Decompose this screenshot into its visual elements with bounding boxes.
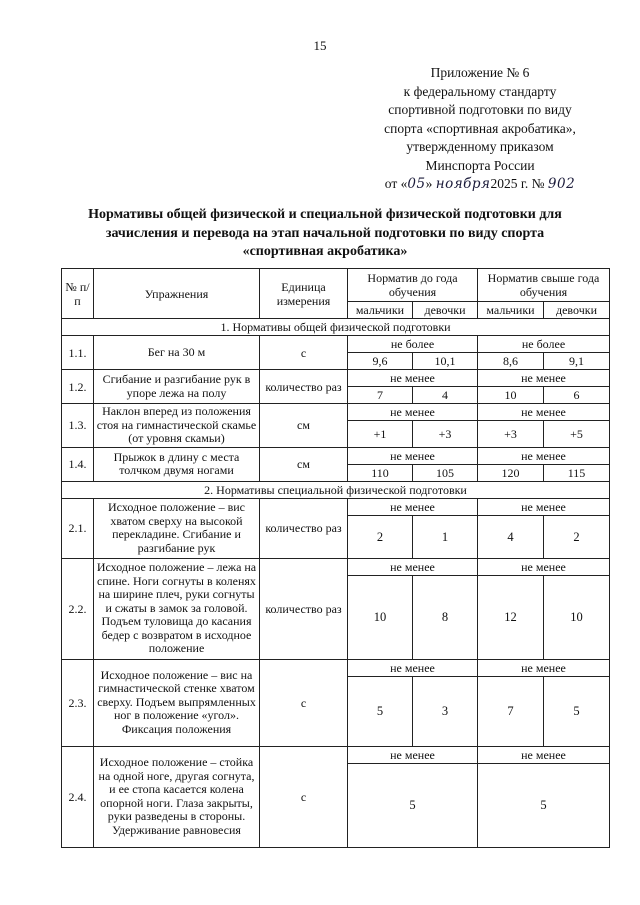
value-cell: 3	[413, 676, 478, 746]
exercise-cell: Сгибание и разгибание рук в упоре лежа на полу	[94, 370, 260, 404]
exercise-cell: Исходное положение – вис хватом сверху на высокой перекладине. Сгибание и разгибание рук	[94, 498, 260, 558]
unit-cell: см	[260, 404, 348, 448]
date-month: ноября	[435, 176, 491, 192]
norms-table	[61, 268, 610, 848]
qualifier-cell: не менее	[478, 558, 610, 575]
value-cell: +5	[544, 421, 610, 447]
value-cell: +1	[348, 421, 413, 447]
qualifier-cell: не менее	[348, 370, 478, 387]
value-cell: 1	[413, 515, 478, 558]
value-cell: 9,6	[348, 353, 413, 370]
value-cell: 4	[413, 387, 478, 404]
value-cell: +3	[478, 421, 544, 447]
title-line-3: «спортивная акробатика»	[242, 244, 408, 259]
unit-cell: см	[260, 447, 348, 481]
qualifier-cell: не менее	[348, 447, 478, 464]
header-boys: мальчики	[348, 302, 413, 319]
header-num: № п/п	[62, 269, 94, 319]
value-cell: 8	[413, 575, 478, 659]
value-cell: 5	[544, 676, 610, 746]
date-day: 05	[407, 176, 426, 192]
value-cell: 120	[478, 464, 544, 481]
value-cell: 10	[544, 575, 610, 659]
order-number: 902	[547, 176, 576, 192]
value-cell: 5	[478, 763, 610, 847]
value-cell: 10	[478, 387, 544, 404]
header-unit: Единица измерения	[260, 269, 348, 319]
value-cell: 9,1	[544, 353, 610, 370]
value-cell: 5	[348, 763, 478, 847]
qualifier-cell: не менее	[348, 558, 478, 575]
title-line-1: Нормативы общей физической и специальной физической подготовки для	[88, 207, 562, 222]
value-cell: +3	[413, 421, 478, 447]
appendix-line-6: Минспорта России	[425, 157, 535, 173]
unit-cell: количество раз	[260, 558, 348, 659]
exercise-cell: Исходное положение – стойка на одной ноге, другая согнута, и ее стопа касается колена опорной ноги. Глаза закрыты, руки разведены в стороны. Удерживание равновесия	[94, 746, 260, 847]
value-cell: 2	[544, 515, 610, 558]
qualifier-cell: не более	[478, 336, 610, 353]
row-num: 2.2.	[62, 558, 94, 659]
appendix-date-line	[330, 175, 630, 194]
value-cell: 8,6	[478, 353, 544, 370]
qualifier-cell: не менее	[348, 746, 478, 763]
header-girls: девочки	[544, 302, 610, 319]
exercise-cell: Исходное положение – вис на гимнастической стенке хватом сверху. Подъем выпрямленных ног в положение «угол». Фиксация положения	[94, 659, 260, 746]
row-num: 2.1.	[62, 498, 94, 558]
value-cell: 7	[478, 676, 544, 746]
row-num: 1.4.	[62, 447, 94, 481]
appendix-line-1: Приложение № 6	[430, 65, 530, 80]
value-cell: 10	[348, 575, 413, 659]
appendix-line-4: спорта «спортивная акробатика»,	[384, 120, 576, 136]
qualifier-cell: не менее	[348, 498, 478, 515]
unit-cell: количество раз	[260, 498, 348, 558]
qualifier-cell: не менее	[478, 659, 610, 676]
value-cell: 7	[348, 387, 413, 404]
unit-cell: количество раз	[260, 370, 348, 404]
row-num: 1.1.	[62, 336, 94, 370]
date-mid: »	[425, 176, 433, 191]
header-exercise: Упражнения	[94, 269, 260, 319]
appendix-line-5: утвержденному приказом	[406, 139, 554, 154]
exercise-cell: Прыжок в длину с места толчком двумя ногами	[94, 447, 260, 481]
exercise-cell: Наклон вперед из положения стоя на гимнастической скамье (от уровня скамьи)	[94, 404, 260, 448]
appendix-block	[330, 64, 630, 194]
exercise-cell: Исходное положение – лежа на спине. Ноги согнуты в коленях на ширине плеч, руки согнуты и сжаты в замок за головой. Подъем туловища до касания бедер с возвратом в исходное положение	[94, 558, 260, 659]
value-cell: 10,1	[413, 353, 478, 370]
row-num: 2.4.	[62, 746, 94, 847]
qualifier-cell: не менее	[478, 498, 610, 515]
value-cell: 6	[544, 387, 610, 404]
header-norm-up-to-year: Норматив до года обучения	[348, 269, 478, 302]
qualifier-cell: не менее	[348, 659, 478, 676]
value-cell: 110	[348, 464, 413, 481]
section-2-header: 2. Нормативы специальной физической подготовки	[62, 481, 610, 498]
value-cell: 5	[348, 676, 413, 746]
qualifier-cell: не менее	[478, 447, 610, 464]
header-norm-over-year: Норматив свыше года обучения	[478, 269, 610, 302]
qualifier-cell: не менее	[478, 404, 610, 421]
row-num: 2.3.	[62, 659, 94, 746]
value-cell: 115	[544, 464, 610, 481]
title-line-2: зачисления и перевода на этап начальной подготовки по виду спорта	[105, 225, 545, 241]
value-cell: 12	[478, 575, 544, 659]
header-boys: мальчики	[478, 302, 544, 319]
qualifier-cell: не менее	[478, 370, 610, 387]
row-num: 1.2.	[62, 370, 94, 404]
unit-cell: с	[260, 659, 348, 746]
value-cell: 4	[478, 515, 544, 558]
qualifier-cell: не менее	[478, 746, 610, 763]
row-num: 1.3.	[62, 404, 94, 448]
appendix-line-3: спортивной подготовки по виду	[388, 102, 572, 117]
date-year: 2025 г. №	[490, 176, 545, 191]
value-cell: 2	[348, 515, 413, 558]
qualifier-cell: не более	[348, 336, 478, 353]
page-number: 15	[313, 38, 327, 53]
exercise-cell: Бег на 30 м	[94, 336, 260, 370]
unit-cell: с	[260, 746, 348, 847]
header-girls: девочки	[413, 302, 478, 319]
value-cell: 105	[413, 464, 478, 481]
document-title	[70, 206, 580, 262]
unit-cell: с	[260, 336, 348, 370]
qualifier-cell: не менее	[348, 404, 478, 421]
date-prefix: от «	[384, 176, 408, 191]
appendix-line-2: к федеральному стандарту	[403, 83, 557, 99]
section-1-header: 1. Нормативы общей физической подготовки	[62, 319, 610, 336]
